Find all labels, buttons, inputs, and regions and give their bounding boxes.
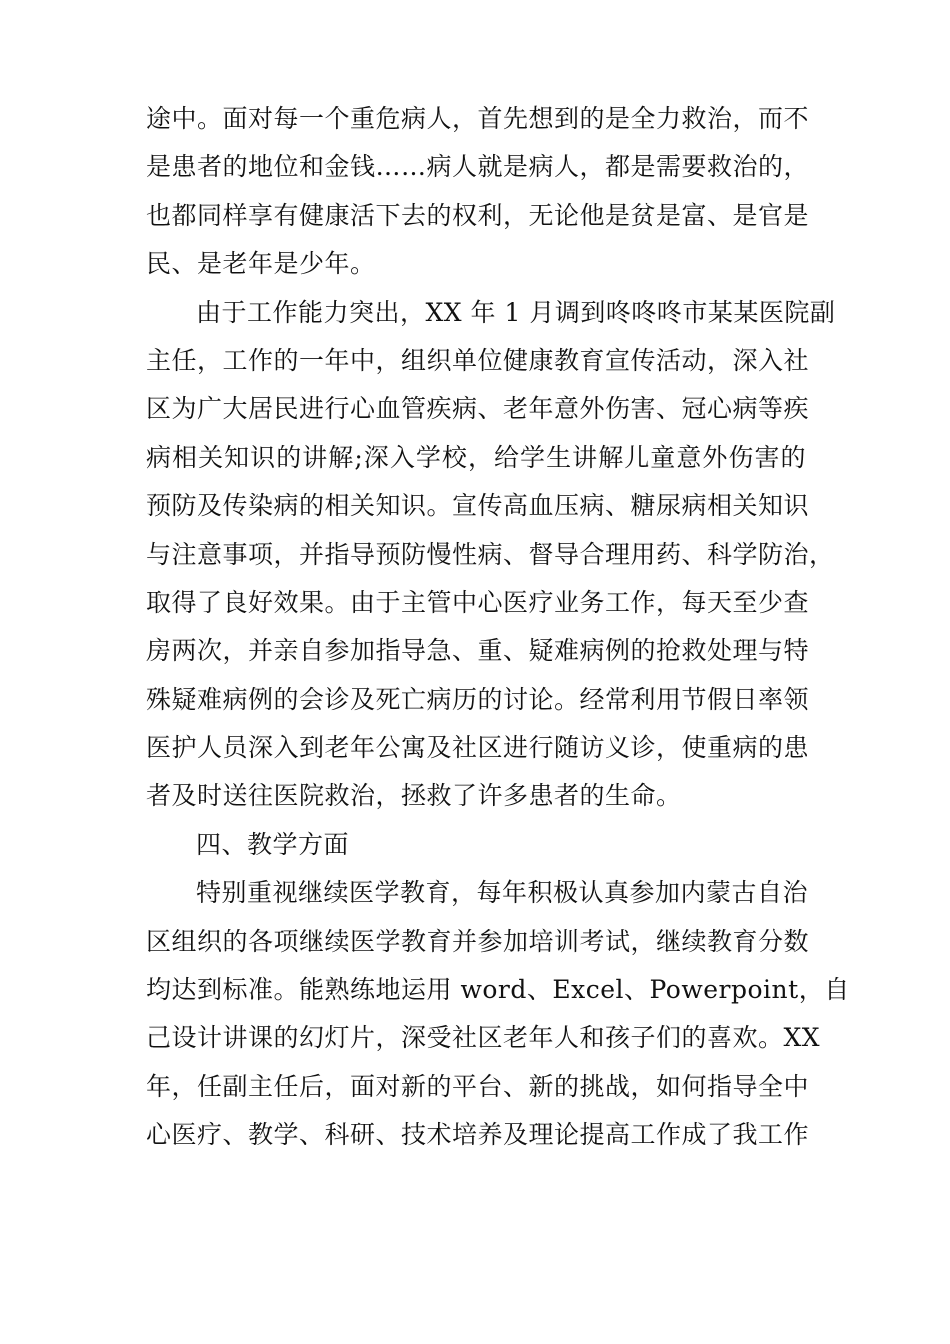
text-line: 预防及传染病的相关知识。宣传高血压病、糖尿病相关知识	[146, 491, 810, 521]
text-line: 是患者的地位和金钱……病人就是病人，都是需要救治的，	[146, 152, 810, 182]
text-line: 由于工作能力突出，XX 年 1 月调到咚咚咚市某某医院副	[196, 297, 836, 327]
text-line: 心医疗、教学、科研、技术培养及理论提高工作成了我工作	[146, 1120, 810, 1150]
text-line: 者及时送往医院救治，拯救了许多患者的生命。	[146, 781, 682, 811]
text-line: 特别重视继续医学教育，每年积极认真参加内蒙古自治	[196, 878, 809, 908]
section-heading: 四、教学方面	[196, 829, 350, 859]
text-line: 途中。面对每一个重危病人，首先想到的是全力救治，而不	[146, 104, 810, 133]
text-line: 均达到标准。能熟练地运用 word、Excel、Powerpoint，自	[146, 975, 850, 1005]
text-line: 病相关知识的讲解;深入学校，给学生讲解儿童意外伤害的	[146, 442, 806, 472]
text-line: 殊疑难病例的会诊及死亡病历的讨论。经常利用节假日率领	[146, 684, 810, 714]
text-line: 取得了良好效果。由于主管中心医疗业务工作，每天至少查	[146, 587, 810, 617]
text-line: 区为广大居民进行心血管疾病、老年意外伤害、冠心病等疾	[146, 394, 810, 424]
text-line: 区组织的各项继续医学教育并参加培训考试，继续教育分数	[146, 926, 810, 956]
text-line: 与注意事项，并指导预防慢性病、督导合理用药、科学防治，	[146, 539, 835, 569]
text-line: 医护人员深入到老年公寓及社区进行随访义诊，使重病的患	[146, 733, 810, 763]
document-body	[146, 95, 850, 1160]
text-line: 民、是老年是少年。	[146, 249, 376, 279]
text-line: 房两次，并亲自参加指导急、重、疑难病例的抢救处理与特	[146, 636, 810, 666]
text-line: 也都同样享有健康活下去的权利，无论他是贫是富、是官是	[146, 200, 810, 230]
text-line: 己设计讲课的幻灯片，深受社区老年人和孩子们的喜欢。XX	[146, 1023, 821, 1053]
text-line: 年，任副主任后，面对新的平台、新的挑战，如何指导全中	[146, 1071, 810, 1101]
text-line: 主任，工作的一年中，组织单位健康教育宣传活动，深入社	[146, 345, 810, 375]
